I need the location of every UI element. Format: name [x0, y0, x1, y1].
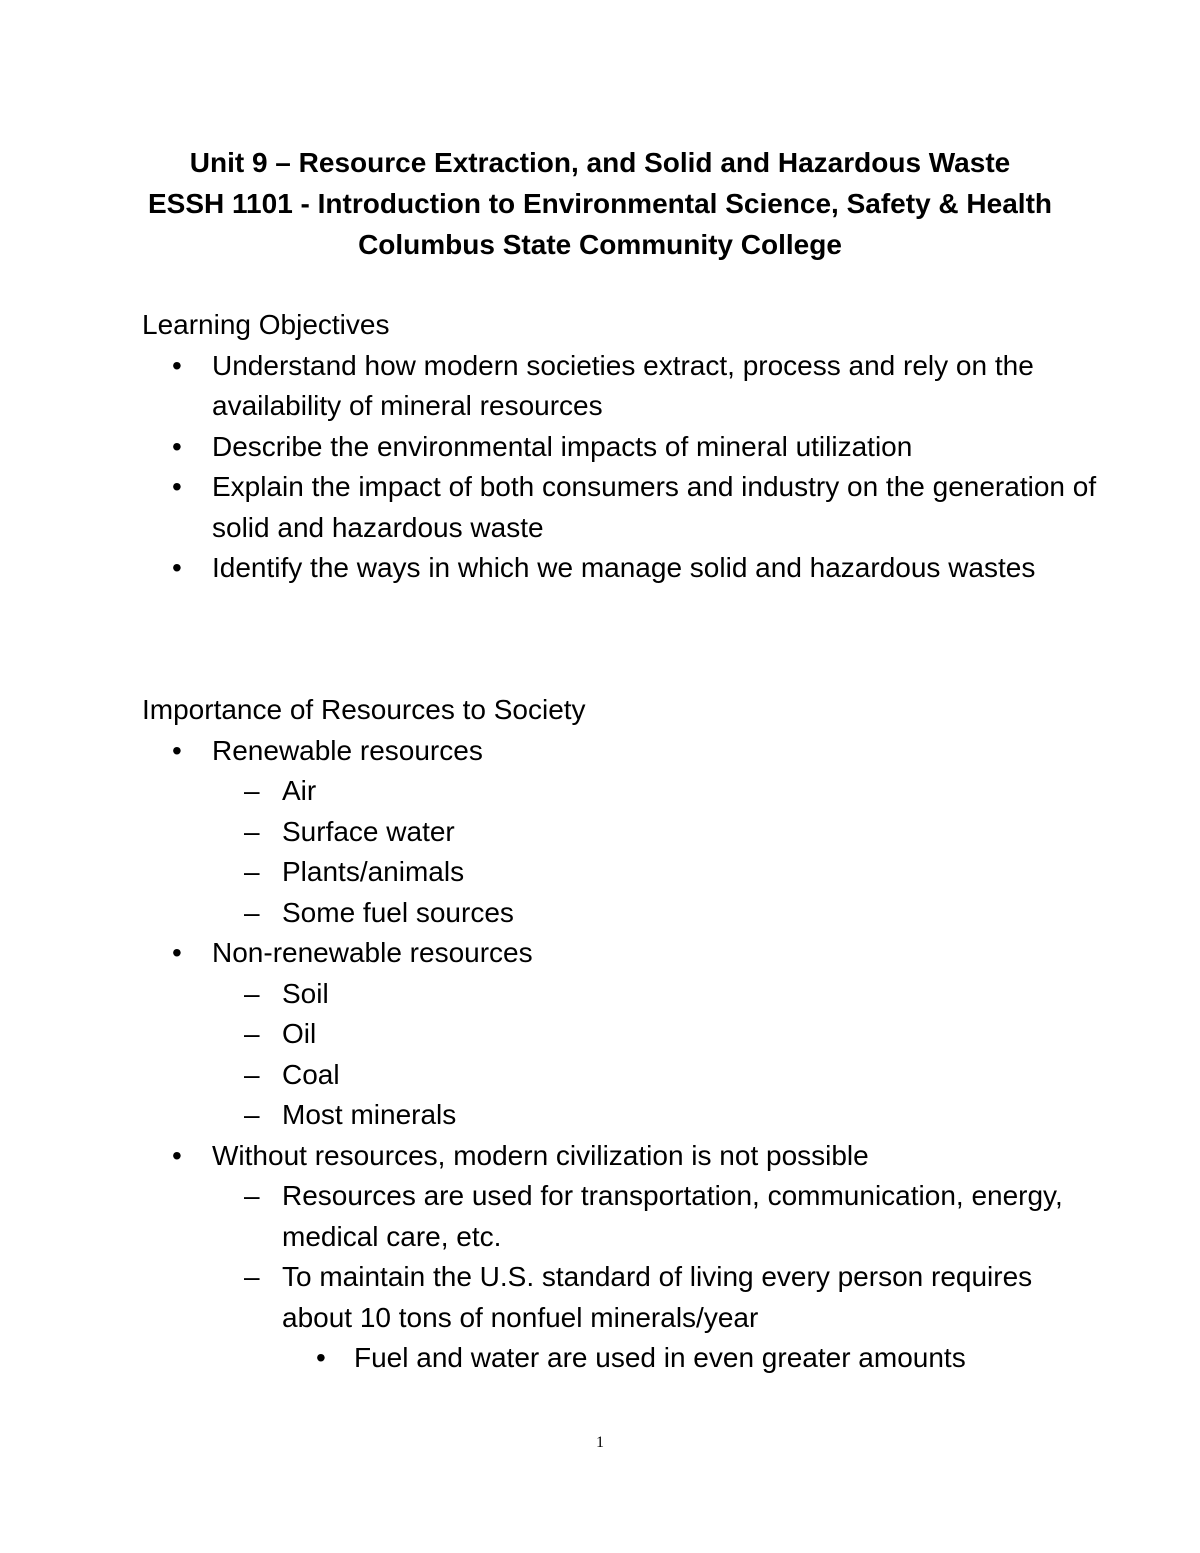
importance-of-resources-section — [142, 690, 1102, 1379]
list-item — [142, 893, 1102, 934]
bullet-marker: • — [316, 1342, 326, 1373]
bullet-marker: • — [172, 1139, 182, 1171]
unit-title: Unit 9 – Resource Extraction, and Solid and Hazardous Waste — [189, 147, 1011, 178]
list-item — [142, 1257, 1102, 1338]
dash-marker: – — [244, 1261, 260, 1292]
learning-objectives-section — [142, 305, 1102, 589]
college-name: Columbus State Community College — [358, 229, 842, 260]
list-item-text: Identify the ways in which we manage solid and hazardous wastes — [212, 552, 1036, 583]
list-item — [142, 427, 1102, 468]
list-item-text: Without resources, modern civilization is not possible — [212, 1139, 869, 1171]
list-item-text: Oil — [282, 1018, 317, 1049]
dash-marker: – — [244, 1099, 260, 1130]
dash-marker: – — [244, 977, 260, 1009]
bullet-marker: • — [172, 471, 182, 502]
section-title: Importance of Resources to Society — [142, 694, 586, 725]
bullet-marker: • — [172, 552, 182, 583]
list-item — [142, 812, 1102, 853]
list-item-text: To maintain the U.S. standard of living every person requires about 10 tons of nonfuel minerals/year — [282, 1261, 1033, 1333]
list-item — [142, 548, 1102, 589]
list-item-text: Plants/animals — [282, 856, 465, 887]
dash-marker: – — [244, 1018, 260, 1049]
bullet-marker: • — [172, 937, 182, 968]
dash-marker: – — [244, 775, 260, 806]
list-item-text: Fuel and water are used in even greater amounts — [354, 1342, 966, 1373]
list-item — [142, 346, 1102, 427]
course-title: ESSH 1101 - Introduction to Environmental Science, Safety & Health — [148, 188, 1052, 219]
section-title: Learning Objectives — [142, 309, 390, 340]
list-item — [142, 771, 1102, 812]
dash-marker: – — [244, 1180, 260, 1211]
list-item — [142, 731, 1102, 772]
list-item-text: Describe the environmental impacts of mineral utilization — [212, 430, 913, 462]
list-item-text: Soil — [282, 977, 329, 1009]
list-item-text: Non-renewable resources — [212, 937, 533, 968]
list-item-text: Resources are used for transportation, communication, energy, medical care, etc. — [282, 1180, 1063, 1252]
list-item — [142, 1136, 1102, 1177]
list-item — [142, 1095, 1102, 1136]
list-item — [142, 467, 1102, 548]
list-item — [142, 1055, 1102, 1096]
dash-marker: – — [244, 896, 260, 928]
bullet-marker: • — [172, 734, 182, 766]
list-item-text: Understand how modern societies extract, process and rely on the availability of mineral resources — [212, 349, 1034, 421]
dash-marker: – — [244, 1058, 260, 1090]
list-item-text: Renewable resources — [212, 734, 483, 766]
list-item — [142, 1014, 1102, 1055]
list-item-text: Explain the impact of both consumers and industry on the generation of solid and hazardous waste — [212, 471, 1097, 543]
list-item-text: Surface water — [282, 815, 455, 847]
bullet-marker: • — [172, 349, 182, 381]
list-item — [142, 852, 1102, 893]
list-item — [142, 1176, 1102, 1257]
list-item-text: Some fuel sources — [282, 896, 514, 928]
list-item-text: Most minerals — [282, 1099, 457, 1130]
list-item — [142, 974, 1102, 1015]
list-item — [142, 1338, 1102, 1379]
document-header — [0, 142, 1200, 265]
dash-marker: – — [244, 856, 260, 887]
list-item — [142, 933, 1102, 974]
list-item-text: Air — [282, 775, 317, 806]
list-item-text: Coal — [282, 1058, 340, 1090]
dash-marker: – — [244, 815, 260, 847]
page-number: 1 — [596, 1434, 604, 1451]
bullet-marker: • — [172, 430, 182, 462]
